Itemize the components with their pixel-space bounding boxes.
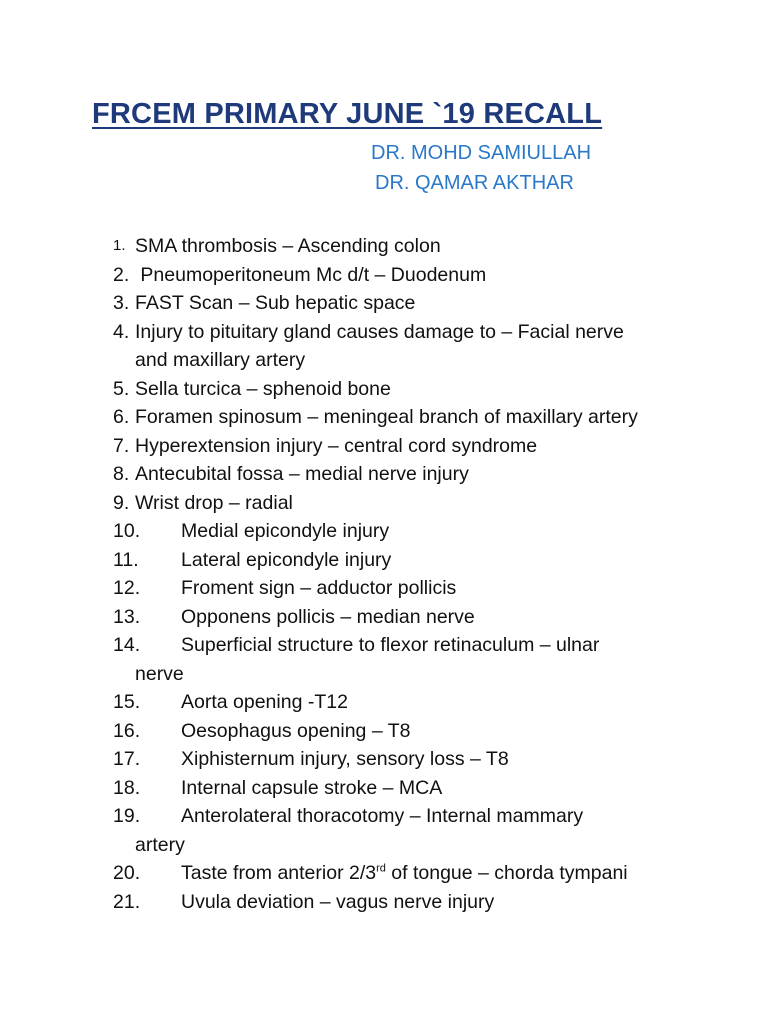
item-number: 2. bbox=[113, 263, 130, 286]
item-text: Sella turcica – sphenoid bone bbox=[135, 377, 391, 400]
item-text: Aorta opening -T12 bbox=[181, 691, 348, 713]
item-text: Foramen spinosum – meningeal branch of maxillary artery bbox=[135, 406, 638, 428]
item-text: Wrist drop – radial bbox=[135, 491, 293, 514]
item-text: SMA thrombosis – Ascending colon bbox=[135, 235, 441, 257]
item-text-end: of tongue – chorda tympani bbox=[385, 862, 628, 884]
author-1: DR. MOHD SAMIULLAH bbox=[371, 142, 592, 164]
list-item bbox=[0, 574, 768, 603]
item-text: Pneumoperitoneum Mc d/t – Duodenum bbox=[135, 263, 487, 286]
item-number: 10. bbox=[113, 520, 141, 542]
list-item bbox=[0, 717, 768, 746]
item-text-continued: artery bbox=[135, 833, 185, 856]
item-number: 8. bbox=[113, 463, 130, 485]
list-item bbox=[0, 745, 768, 774]
list-item bbox=[0, 289, 768, 318]
list-item bbox=[0, 517, 768, 546]
item-text: Lateral epicondyle injury bbox=[181, 548, 392, 571]
item-number: 13. bbox=[113, 605, 141, 628]
item-text: Froment sign – adductor pollicis bbox=[181, 577, 457, 599]
list-item bbox=[0, 375, 768, 404]
list-item bbox=[0, 774, 768, 803]
item-text-start: Taste from anterior 2/3 bbox=[181, 862, 377, 884]
list-item bbox=[0, 688, 768, 717]
item-number: 16. bbox=[113, 719, 141, 742]
item-text: Injury to pituitary gland causes damage to – Facial nerve bbox=[135, 320, 624, 343]
item-text: Opponens pollicis – median nerve bbox=[181, 605, 475, 628]
item-number: 11. bbox=[113, 548, 139, 571]
list-item bbox=[0, 403, 768, 432]
list-item bbox=[0, 460, 768, 489]
item-number: 6. bbox=[113, 406, 130, 428]
item-number: 5. bbox=[113, 377, 130, 400]
ordinal-superscript: rd bbox=[376, 862, 386, 875]
item-text: Medial epicondyle injury bbox=[181, 520, 390, 542]
list-item bbox=[0, 546, 768, 575]
list-item bbox=[0, 603, 768, 632]
item-text: Superficial structure to flexor retinaculum – ulnar bbox=[181, 634, 600, 656]
item-text-continued: nerve bbox=[135, 662, 184, 685]
list-item bbox=[0, 631, 768, 688]
item-number: 7. bbox=[113, 434, 130, 457]
list-item bbox=[0, 261, 768, 290]
item-number: 17. bbox=[113, 748, 141, 770]
recall-list bbox=[0, 232, 768, 916]
item-text: Xiphisternum injury, sensory loss – T8 bbox=[181, 748, 509, 770]
item-number: 1. bbox=[113, 237, 126, 254]
item-text: Uvula deviation – vagus nerve injury bbox=[181, 890, 495, 913]
list-item bbox=[0, 859, 768, 888]
item-number: 21. bbox=[113, 890, 141, 913]
item-text: Internal capsule stroke – MCA bbox=[181, 776, 443, 799]
item-number: 20. bbox=[113, 862, 141, 884]
item-text: Anterolateral thoracotomy – Internal mammary bbox=[181, 805, 584, 827]
list-item bbox=[0, 232, 768, 261]
item-text bbox=[181, 859, 628, 888]
list-item bbox=[0, 888, 768, 917]
list-item bbox=[0, 318, 768, 375]
author-2: DR. QAMAR AKTHAR bbox=[375, 172, 574, 194]
list-item bbox=[0, 489, 768, 518]
item-number: 3. bbox=[113, 292, 130, 314]
item-text: Hyperextension injury – central cord syndrome bbox=[135, 434, 538, 457]
item-number: 4. bbox=[113, 320, 130, 343]
list-item bbox=[0, 432, 768, 461]
item-text: FAST Scan – Sub hepatic space bbox=[135, 292, 416, 314]
item-number: 14. bbox=[113, 634, 141, 656]
item-text: Oesophagus opening – T8 bbox=[181, 719, 411, 742]
list-item bbox=[0, 802, 768, 859]
item-text: Antecubital fossa – medial nerve injury bbox=[135, 463, 469, 485]
item-number: 9. bbox=[113, 491, 130, 514]
document-title: FRCEM PRIMARY JUNE `19 RECALL bbox=[92, 98, 603, 130]
item-number: 19. bbox=[113, 805, 141, 827]
item-number: 15. bbox=[113, 691, 141, 713]
item-number: 18. bbox=[113, 776, 141, 799]
item-text-continued: and maxillary artery bbox=[135, 349, 306, 371]
item-number: 12. bbox=[113, 577, 141, 599]
